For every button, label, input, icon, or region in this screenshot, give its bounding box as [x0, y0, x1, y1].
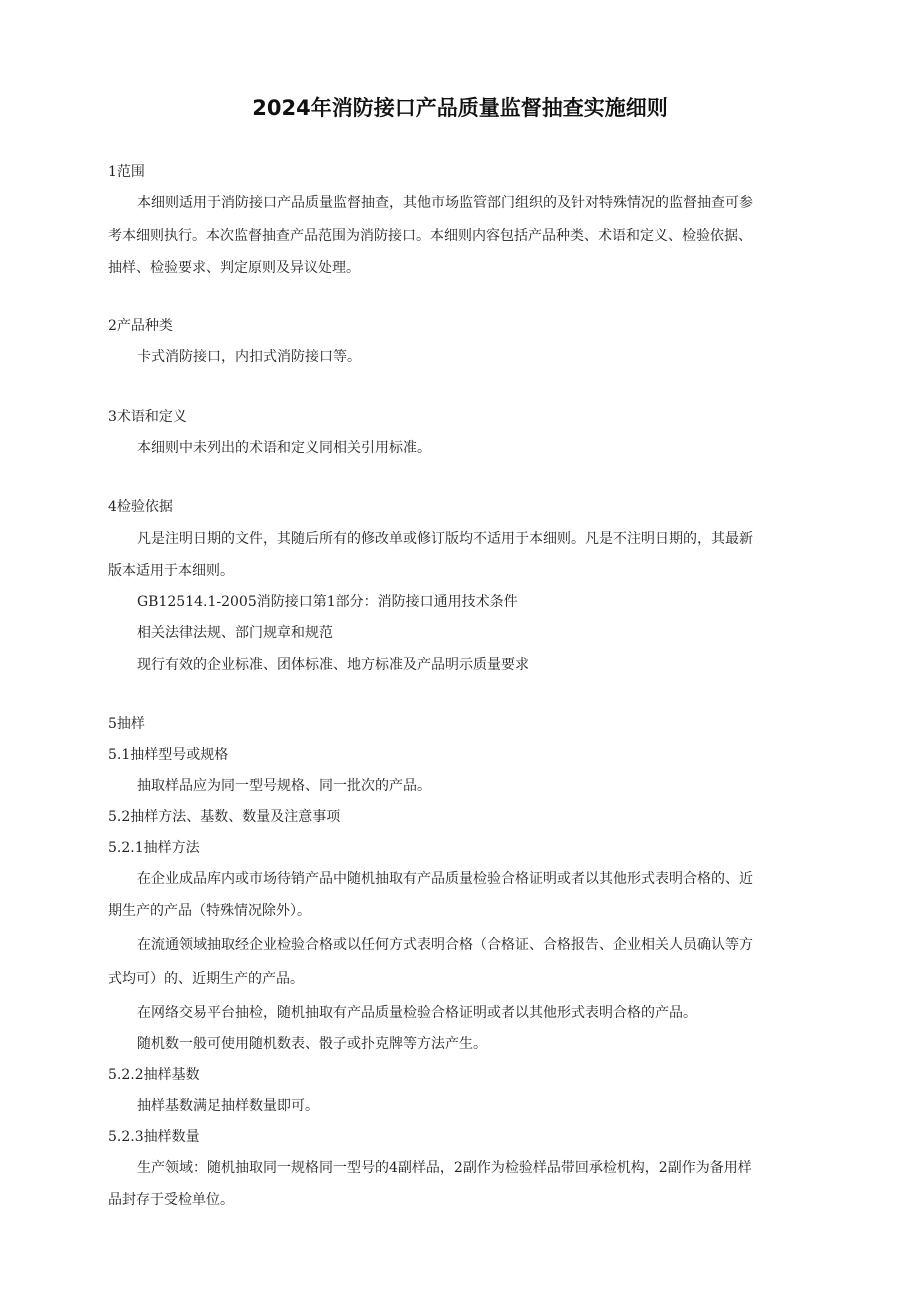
standard-reference: 相关法律法规、部门规章和规范 — [137, 625, 333, 641]
paragraph-line: 本细则适用于消防接口产品质量监督抽查，其他市场监管部门组织的及针对特殊情况的监督抽查可参 — [137, 195, 753, 211]
section-heading-sampling: 5抽样 — [108, 716, 145, 732]
standard-reference: 现行有效的企业标准、团体标准、地方标准及产品明示质量要求 — [137, 657, 529, 673]
paragraph-line: 期生产的产品（特殊情况除外）。 — [108, 903, 311, 919]
paragraph-line: 考本细则执行。本次监督抽查产品范围为消防接口。本细则内容包括产品种类、术语和定义、检验依据、 — [108, 228, 752, 244]
paragraph-line: 在流通领域抽取经企业检验合格或以任何方式表明合格（合格证、合格报告、企业相关人员确认等方 — [137, 937, 753, 953]
paragraph-line: 凡是注明日期的文件，其随后所有的修改单或修订版均不适用于本细则。凡是不注明日期的，其最新 — [137, 531, 753, 547]
paragraph-line: 随机数一般可使用随机数表、骰子或扑克牌等方法产生。 — [137, 1036, 487, 1052]
section-heading-basis: 4检验依据 — [108, 499, 173, 515]
standard-reference: GB12514.1-2005消防接口第1部分：消防接口通用技术条件 — [137, 594, 518, 610]
paragraph-line: 抽样、检验要求、判定原则及异议处理。 — [108, 260, 360, 276]
subsection-heading: 5.2.2抽样基数 — [108, 1067, 200, 1083]
paragraph-line: 在网络交易平台抽检，随机抽取有产品质量检验合格证明或者以其他形式表明合格的产品。 — [137, 1005, 697, 1021]
paragraph-line: 本细则中未列出的术语和定义同相关引用标准。 — [137, 440, 431, 456]
paragraph-line: 抽取样品应为同一型号规格、同一批次的产品。 — [137, 778, 431, 794]
paragraph-line: 版本适用于本细则。 — [108, 563, 234, 579]
paragraph-line: 生产领域：随机抽取同一规格同一型号的4副样品，2副作为检验样品带回承检机构，2副作为备用样 — [137, 1160, 752, 1176]
section-heading-scope: 1范围 — [108, 164, 145, 180]
subsection-heading: 5.1抽样型号或规格 — [108, 747, 229, 763]
section-heading-product-types: 2产品种类 — [108, 318, 173, 334]
paragraph-line: 式均可）的、近期生产的产品。 — [108, 971, 304, 987]
subsection-heading: 5.2抽样方法、基数、数量及注意事项 — [108, 809, 341, 825]
section-heading-terms: 3术语和定义 — [108, 409, 187, 425]
paragraph-line: 抽样基数满足抽样数量即可。 — [137, 1098, 319, 1114]
subsection-heading: 5.2.3抽样数量 — [108, 1129, 200, 1145]
paragraph-line: 在企业成品库内或市场待销产品中随机抽取有产品质量检验合格证明或者以其他形式表明合格的、近 — [137, 871, 753, 887]
subsection-heading: 5.2.1抽样方法 — [108, 840, 200, 856]
paragraph-line: 品封存于受检单位。 — [108, 1192, 234, 1208]
paragraph-line: 卡式消防接口，内扣式消防接口等。 — [137, 349, 361, 365]
document-title: 2024年消防接口产品质量监督抽查实施细则 — [252, 96, 668, 120]
